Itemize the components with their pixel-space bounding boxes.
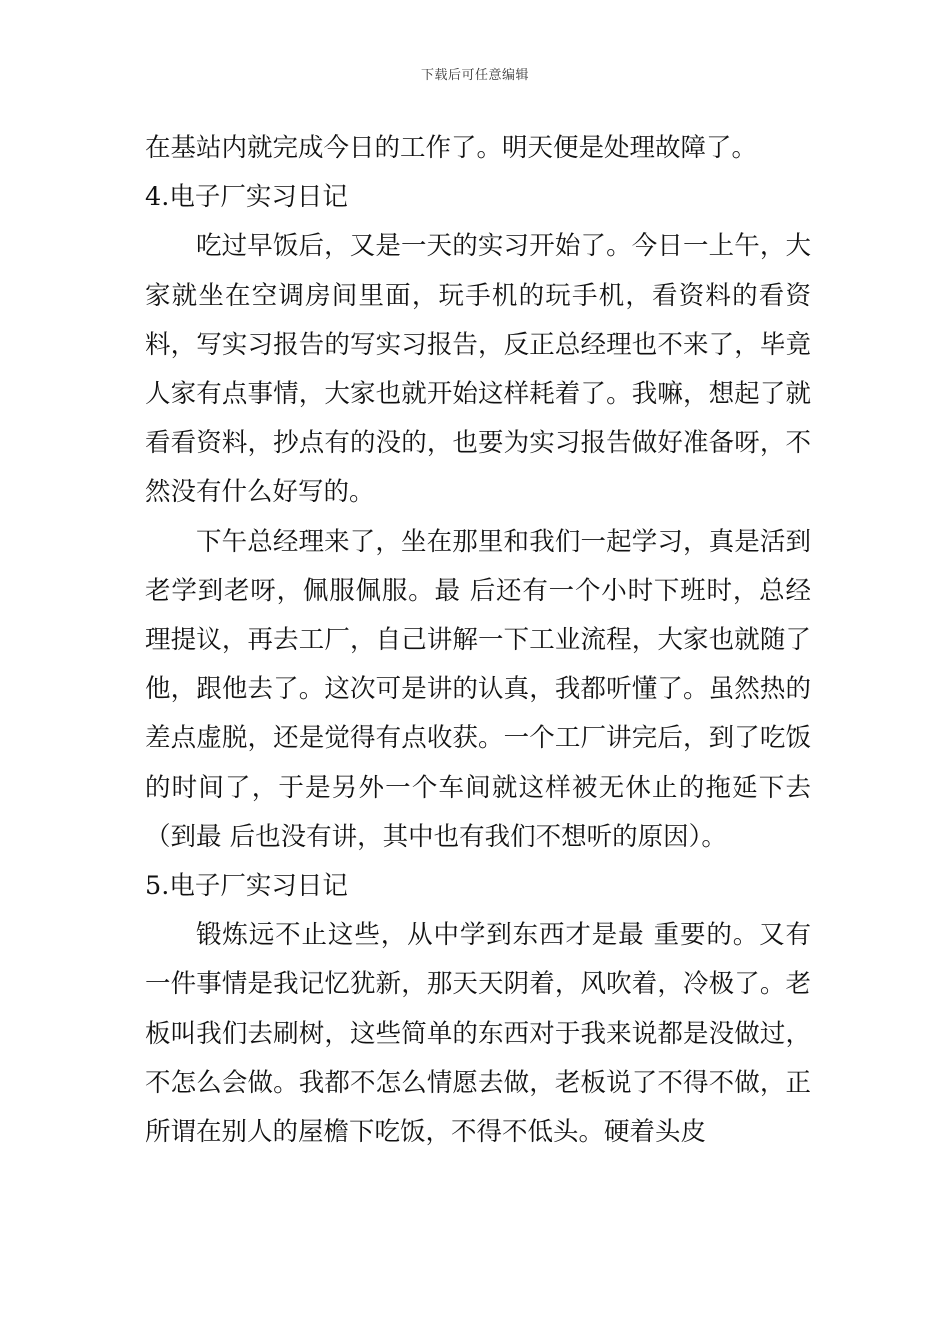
paragraph: 吃过早饭后，又是一天的实习开始了。今日一上午，大家就坐在空调房间里面，玩手机的玩手机，看资料的看资料，写实习报告的写实习报告，反正总经理也不来了，毕竟人家有点事情，大家也就开始这样耗着了。我嘛，想起了就看看资料，抄点有的没的，也要为实习报告做好准备呀，不然没有什么好写的。	[145, 231, 811, 508]
document-body	[145, 124, 811, 1157]
paragraph-continuation: 在基站内就完成今日的工作了。明天便是处理故障了。	[145, 133, 758, 163]
paragraph: 锻炼远不止这些，从中学到东西才是最 重要的。又有一件事情是我记忆犹新，那天天阴着，风吹着，冷极了。老板叫我们去刷树，这些简单的东西对于我来说都是没做过，不怎么会做。我都不怎么情愿去做，老板说了不得不做，正所谓在别人的屋檐下吃饭，不得不低头。硬着头皮	[145, 920, 811, 1148]
section-heading-5: 5.电子厂实习日记	[145, 871, 348, 902]
page-header: 下载后可任意编辑	[420, 68, 529, 83]
section-heading-4: 4.电子厂实习日记	[145, 182, 348, 213]
paragraph: 下午总经理来了，坐在那里和我们一起学习，真是活到老学到老呀，佩服佩服。最 后还有一个小时下班时，总经理提议，再去工厂，自己讲解一下工业流程，大家也就随了他，跟他去了。这次可是讲的认真，我都听懂了。虽然热的差点虚脱，还是觉得有点收获。一个工厂讲完后，到了吃饭的时间了，于是另外一个车间就这样被无休止的拖延下去（到最 后也没有讲，其中也有我们不想听的原因）。	[145, 526, 811, 852]
